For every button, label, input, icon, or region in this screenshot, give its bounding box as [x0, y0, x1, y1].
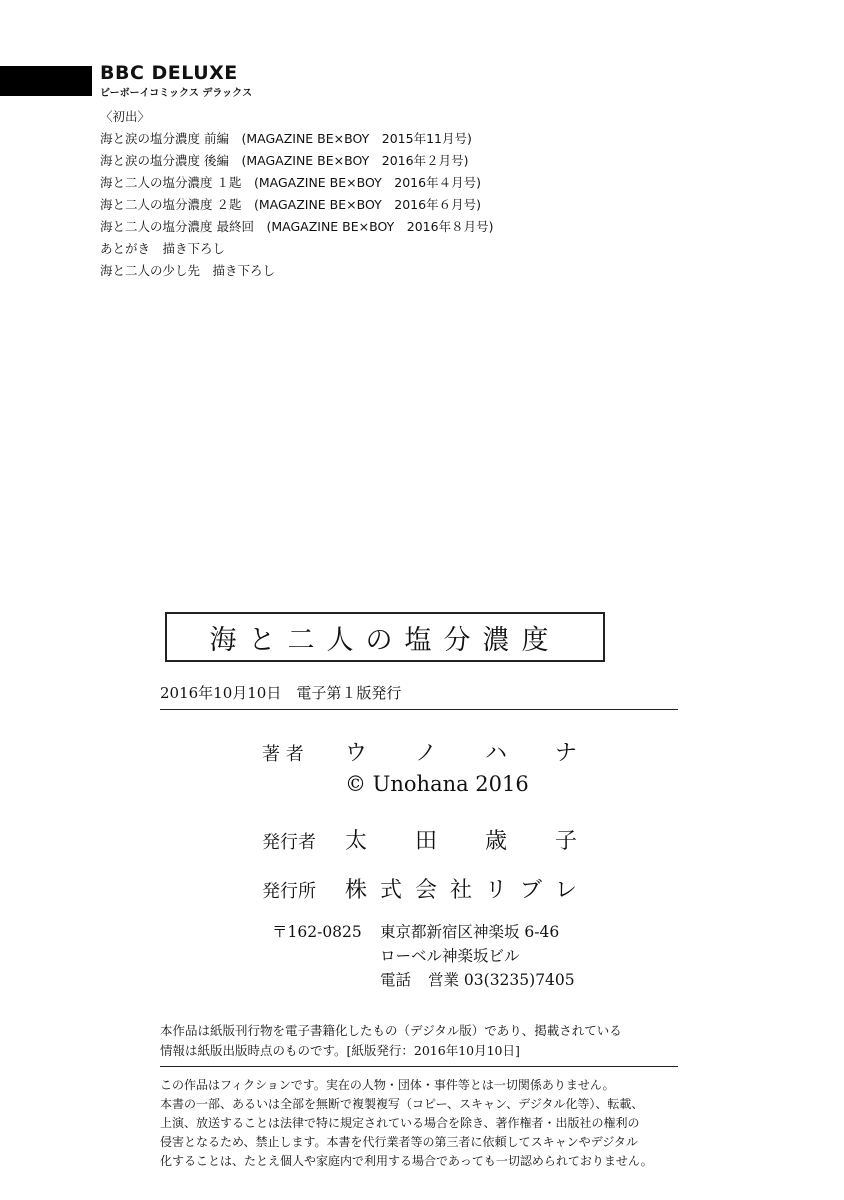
notice-line: この作品はフィクションです。実在の人物・団体・事件等とは一切関係ありません。	[160, 1078, 615, 1092]
notice-line: 本書の一部、あるいは全部を無断で複製複写（コピー、スキャン、デジタル化等）、転載、	[160, 1097, 644, 1111]
logo-bar	[0, 66, 92, 96]
publisher-name-char: 式	[379, 878, 402, 903]
publisher-name-char: 会	[414, 878, 437, 903]
notice-line: 情報は紙版出版時点のものです。[紙版発行：2016年10月10日]	[160, 1043, 520, 1058]
first-publication-item: 海と二人の塩分濃度 最終回 (MAGAZINE BE×BOY 2016年８月号)	[100, 219, 494, 234]
digital-edition-notice	[160, 1021, 622, 1061]
publisher-name-char: レ	[554, 878, 577, 903]
divider	[160, 1066, 678, 1067]
notice-line: 侵害となるため、禁止します。本書を代行業者等の第三者に依頼してスキャンやデジタル	[160, 1135, 638, 1149]
notice-line: 上演、放送することは法律で特に規定されている場合を除き、著作権者・出版社の権利の	[160, 1116, 640, 1130]
publisher-person-char: 子	[554, 829, 577, 854]
first-publication-item: あとがき 描き下ろし	[100, 241, 226, 256]
notice-line: 本作品は紙版刊行物を電子書籍化したもの（デジタル版）であり、掲載されている	[160, 1023, 622, 1038]
publisher-person-label: 発行者	[262, 832, 316, 853]
publisher-person-name	[345, 824, 577, 855]
first-publication-item: 海と涙の塩分濃度 後編 (MAGAZINE BE×BOY 2016年２月号)	[100, 153, 469, 168]
publisher-person-char: 田	[414, 829, 437, 854]
publisher-person-char: 太	[345, 829, 368, 854]
address-line-1: 東京都新宿区神楽坂 6-46	[380, 923, 560, 941]
book-title: 海と二人の塩分濃度	[209, 624, 561, 656]
book-title-box	[165, 612, 605, 662]
notice-line: 化することは、たとえ個人や家庭内で利用する場合であっても一切認められておりません。	[160, 1154, 653, 1168]
publisher-name	[345, 873, 577, 904]
author-name-char: ハ	[484, 741, 507, 766]
author-name-char: ノ	[414, 741, 437, 766]
author-name	[345, 736, 577, 767]
author-name-char: ウ	[345, 741, 368, 766]
publisher-label: 発行所	[262, 881, 316, 902]
author-label: 著 者	[262, 744, 304, 765]
publisher-name-char: ブ	[519, 878, 542, 903]
publisher-name-char: 社	[449, 878, 472, 903]
divider	[160, 709, 678, 710]
legal-notice	[160, 1076, 653, 1171]
first-publication-item: 海と二人の少し先 描き下ろし	[100, 263, 276, 278]
first-publication-heading: 〈初出〉	[100, 109, 151, 124]
first-publication-item: 海と二人の塩分濃度 ２匙 (MAGAZINE BE×BOY 2016年６月号)	[100, 197, 481, 212]
publisher-person-char: 歳	[484, 829, 507, 854]
author-name-char: ナ	[554, 741, 577, 766]
address-line-2: ローベル神楽坂ビル	[380, 947, 520, 965]
first-publication-item: 海と涙の塩分濃度 前編 (MAGAZINE BE×BOY 2015年11月号)	[100, 131, 472, 146]
phone-label: 電話	[380, 971, 412, 989]
postal-code: 〒162-0825	[272, 923, 362, 941]
imprint-logo-subtitle: ビーボーイコミックス デラックス	[100, 88, 253, 99]
first-publication-item: 海と二人の塩分濃度 １匙 (MAGAZINE BE×BOY 2016年４月号)	[100, 175, 481, 190]
copyright-notice: © Unohana 2016	[345, 772, 529, 796]
publisher-name-char: リ	[484, 878, 507, 903]
phone-number: 営業 03(3235)7405	[428, 971, 575, 989]
publication-date: 2016年10月10日 電子第１版発行	[160, 684, 402, 702]
publisher-name-char: 株	[345, 878, 368, 903]
imprint-logo-title: BBC DELUXE	[100, 62, 238, 84]
first-publication-list	[100, 106, 493, 282]
